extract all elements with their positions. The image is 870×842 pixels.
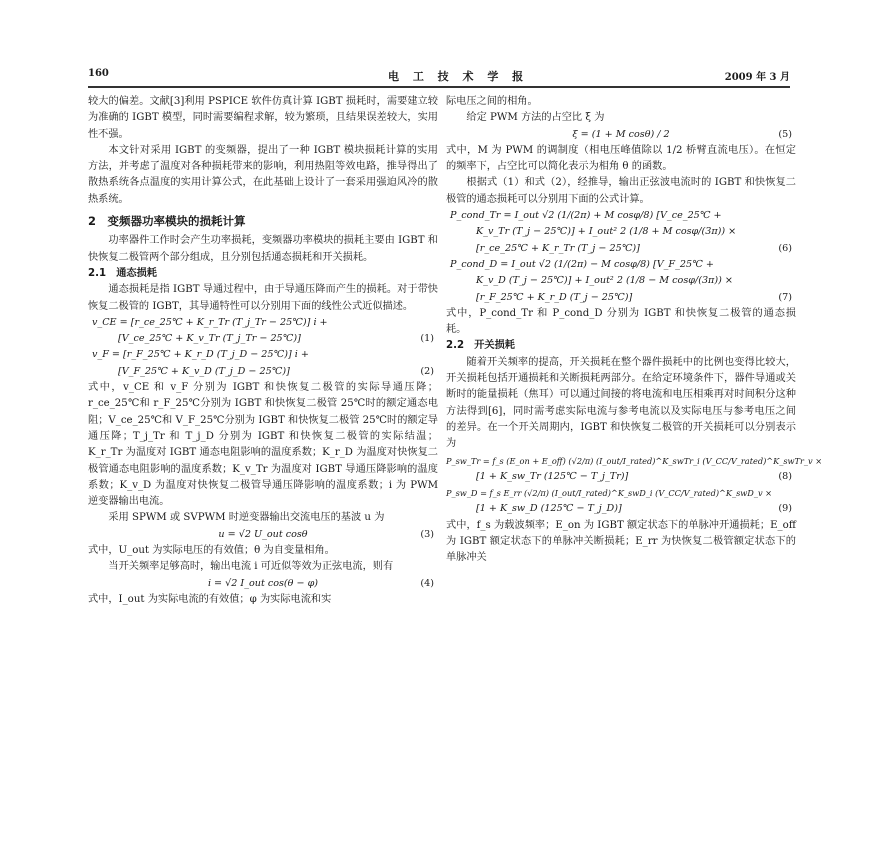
equation-number: (5) bbox=[778, 128, 792, 140]
equation-number: (1) bbox=[420, 333, 434, 345]
running-header bbox=[88, 68, 790, 84]
paragraph: 给定 PWM 方法的占空比 ξ 为 bbox=[466, 112, 605, 124]
equation-7-line-3: [r_F_25℃ + K_r_D (T_j − 25℃)] (7) bbox=[446, 290, 796, 306]
equation-9-line-1: P_sw_D = f_s E_rr (√2/π) (I_out/I_rated)^K_swD_i (V_CC/V_rated)^K_swD_v × bbox=[446, 488, 773, 499]
equation-1-line-1: v_CE = [r_ce_25℃ + K_r_Tr (T_j_Tr − 25℃)] i + bbox=[92, 316, 328, 328]
equation-9-line-2: [1 + K_sw_D (125℃ − T_j_D)] (9) bbox=[446, 501, 796, 517]
equation-1-line-2: [V_ce_25℃ + K_v_Tr (T_j_Tr − 25℃)] (1) bbox=[88, 331, 438, 347]
page-number: 160 bbox=[88, 68, 109, 79]
equation-8-line-2: [1 + K_sw_Tr (125℃ − T_j_Tr)] (8) bbox=[446, 469, 796, 485]
section-heading: 2 变频器功率模块的损耗计算 bbox=[88, 214, 246, 229]
paragraph: 当开关频率足够高时，输出电流 i 可近似等效为正弦电流，则有 bbox=[108, 561, 394, 573]
issue-date: 2009 年 3 月 bbox=[724, 72, 790, 83]
equation-number: (6) bbox=[778, 242, 792, 254]
paragraph: 通态损耗是指 IGBT 导通过程中，由于导通压降而产生的损耗。对于带快恢复二极管的 IGBT，其导通特性可以分别用下面的线性公式近似描述。 bbox=[88, 284, 438, 312]
paragraph: 采用 SPWM 或 SVPWM 时逆变器输出交流电压的基波 u 为 bbox=[108, 512, 385, 524]
paragraph: 式中，M 为 PWM 的调制度（相电压峰值除以 1/2 桥臂直流电压）。在恒定的频率下，占空比可以简化表示为相角 θ 的函数。 bbox=[446, 144, 796, 173]
journal-name: 电 工 技 术 学 报 bbox=[388, 70, 529, 83]
paragraph: 较大的偏差。文献[3]利用 PSPICE 软件仿真计算 IGBT 损耗时，需要建立较为准确的 IGBT 模型，同时需要编程求解，较为繁琐，且结果误差较大，实用性不强。 bbox=[88, 96, 438, 140]
equation-2-line-1: v_F = [r_F_25℃ + K_r_D (T_j_D − 25℃)] i + bbox=[92, 349, 309, 361]
equation-6-line-2: K_v_Tr (T_j − 25℃)] + I_out² 2 (1/8 + M cosφ/(3π)) × bbox=[476, 226, 737, 238]
equation-6-line-3: [r_ce_25℃ + K_r_Tr (T_j − 25℃)] (6) bbox=[446, 241, 796, 257]
equation-number: (4) bbox=[420, 577, 434, 589]
subsection-heading: 2.1 通态损耗 bbox=[88, 267, 157, 279]
subsection-heading: 2.2 开关损耗 bbox=[446, 340, 515, 352]
equation-4: i = √2 I_out cos(θ − φ) (4) bbox=[88, 576, 438, 592]
equation-number: (7) bbox=[778, 291, 792, 303]
paragraph: 本文针对采用 IGBT 的变频器，提出了一种 IGBT 模块损耗计算的实用方法，并考虑了温度对各种损耗带来的影响，利用热阻等效电路，推导得出了散热系统各点温度的实用计算公式，在此基础上设计了一套采用强迫风冷的散热系统。 bbox=[88, 144, 438, 205]
paragraph: 式中，U_out 为实际电压的有效值；θ 为自变量相角。 bbox=[88, 545, 335, 557]
equation-8-line-1: P_sw_Tr = f_s (E_on + E_off) (√2/π) (I_out/I_rated)^K_swTr_i (V_CC/V_rated)^K_swTr_v × bbox=[446, 455, 823, 466]
paragraph: 根据式（1）和式（2），经推导，输出正弦波电流时的 IGBT 和快恢复二极管的通态损耗可以分别用下面的公式计算。 bbox=[446, 177, 796, 205]
equation-2-line-2: [V_F_25℃ + K_v_D (T_j_D − 25℃)] (2) bbox=[88, 364, 438, 380]
paragraph: 功率器件工作时会产生功率损耗，变频器功率模块的损耗主要由 IGBT 和快恢复二极管两个部分组成，且分别包括通态损耗和开关损耗。 bbox=[88, 235, 438, 263]
equation-number: (3) bbox=[420, 528, 434, 540]
left-column bbox=[88, 94, 438, 608]
paragraph: 式中，f_s 为载波频率；E_on 为 IGBT 额定状态下的单脉冲开通损耗；E_off 为 IGBT 额定状态下的单脉冲关断损耗；E_rr 为快恢复二极管额定状态下的单脉冲关 bbox=[446, 519, 796, 564]
equation-3: u = √2 U_out cosθ (3) bbox=[88, 527, 438, 543]
paragraph: 式中，I_out 为实际电流的有效值；φ 为实际电流和实 bbox=[88, 593, 332, 605]
paragraph: 式中，P_cond_Tr 和 P_cond_D 分别为 IGBT 和快恢复二极管的通态损耗。 bbox=[446, 307, 796, 336]
equation-6-line-1: P_cond_Tr = I_out √2 (1/(2π) + M cosφ/8) [V_ce_25℃ + bbox=[450, 210, 722, 222]
equation-number: (2) bbox=[420, 365, 434, 377]
paragraph: 随着开关频率的提高，开关损耗在整个器件损耗中的比例也变得比较大，开关损耗包括开通损耗和关断损耗两部分。在给定环境条件下，器件导通或关断时的能量损耗（焦耳）可以通过间接的将电流和电压相乘再对时间积分这种方法得到[6]，同时需考虑实际电流与参考电流以及实际电压与参考电压之间的差异。在一个开关周期内，IGBT 和快恢复二极管的开关损耗可以分别表示为 bbox=[446, 356, 796, 450]
equation-7-line-2: K_v_D (T_j − 25℃)] + I_out² 2 (1/8 − M cosφ/(3π)) × bbox=[476, 275, 733, 287]
right-column bbox=[446, 94, 823, 567]
paragraph: 式中，v_CE 和 v_F 分别为 IGBT 和快恢复二极管的实际导通压降；r_ce_25℃和 r_F_25℃分别为 IGBT 和快恢复二极管 25℃时的额定通态电阻；V_ce_25℃和 V_F_25℃分别为 IGBT 和快恢复二极管 25℃时的额定导通压降；T_j_Tr 和 T_j_D 分别为 IGBT 和快恢复二极管的实际结温；K_r_Tr 为温度对 IGBT 通态电阻影响的温度系数；K_r_D 为温度对快恢复二极管通态电阻影响的温度系数；K_v_Tr 为温度对 IGBT 导通压降影响的温度系数；K_v_D 为温度对快恢复二极管导通压降影响的温度系数；i 为 PWM 逆变器输出电流。 bbox=[88, 382, 438, 508]
equation-number: (9) bbox=[778, 503, 792, 515]
equation-7-line-1: P_cond_D = I_out √2 (1/(2π) − M cosφ/8) [V_F_25℃ + bbox=[450, 258, 714, 270]
header-rule bbox=[88, 86, 790, 88]
paragraph: 际电压之间的相角。 bbox=[446, 96, 538, 107]
equation-number: (8) bbox=[778, 470, 792, 482]
equation-5: ξ = (1 + M cosθ) / 2 (5) bbox=[446, 127, 796, 143]
